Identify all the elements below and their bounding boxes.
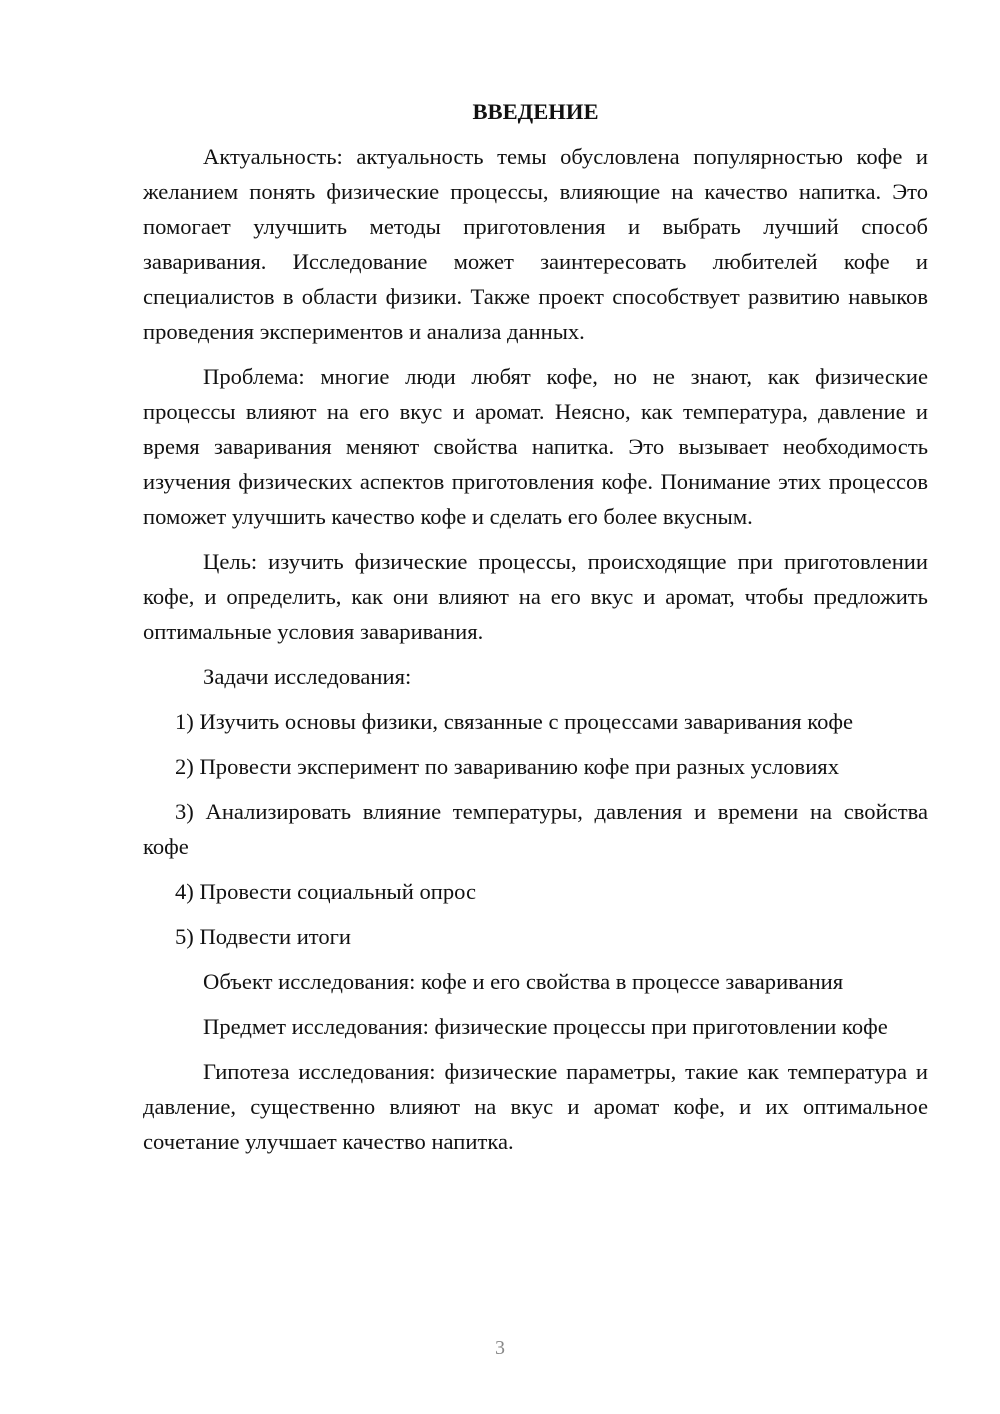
task-item-5: 5) Подвести итоги <box>175 924 352 949</box>
paragraph-subject: Предмет исследования: физические процессы при приготовлении кофе <box>203 1014 888 1039</box>
paragraph-hypothesis: Гипотеза исследования: физические параметры, такие как температура и давление, существенно влияют на вкус и аромат кофе, и их оптимальное сочетание улучшает качество напитка. <box>143 1059 928 1154</box>
task-item-4: 4) Провести социальный опрос <box>175 879 477 904</box>
paragraph-problem: Проблема: многие люди любят кофе, но не знают, как физические процессы влияют на его вкус и аромат. Неясно, как температура, давление и время заваривания меняют свойства напитка. Это вызывает необходимость изучения физических аспектов приготовления кофе. Понимание этих процессов поможет улучшить качество кофе и сделать его более вкусным. <box>143 364 928 529</box>
page-number: 3 <box>495 1337 505 1359</box>
task-item-1: 1) Изучить основы физики, связанные с процессами заваривания кофе <box>175 709 854 734</box>
task-item-2: 2) Провести эксперимент по завариванию кофе при разных условиях <box>175 754 839 779</box>
paragraph-object: Объект исследования: кофе и его свойства в процессе заваривания <box>203 969 844 994</box>
paragraph-goal: Цель: изучить физические процессы, происходящие при приготовлении кофе, и определить, как они влияют на его вкус и аромат, чтобы предложить оптимальные условия заваривания. <box>143 549 928 644</box>
task-item-3: 3) Анализировать влияние температуры, давления и времени на свойства кофе <box>143 799 928 859</box>
section-title: ВВЕДЕНИЕ <box>472 99 599 124</box>
paragraph-relevance: Актуальность: актуальность темы обусловлена популярностью кофе и желанием понять физические процессы, влияющие на качество напитка. Это помогает улучшить методы приготовления и выбрать лучший способ заваривания. Исследование может заинтересовать любителей кофе и специалистов в области физики. Также проект способствует развитию навыков проведения экспериментов и анализа данных. <box>143 144 928 344</box>
paragraph-tasks-heading: Задачи исследования: <box>203 664 412 689</box>
page-content <box>143 94 928 1169</box>
